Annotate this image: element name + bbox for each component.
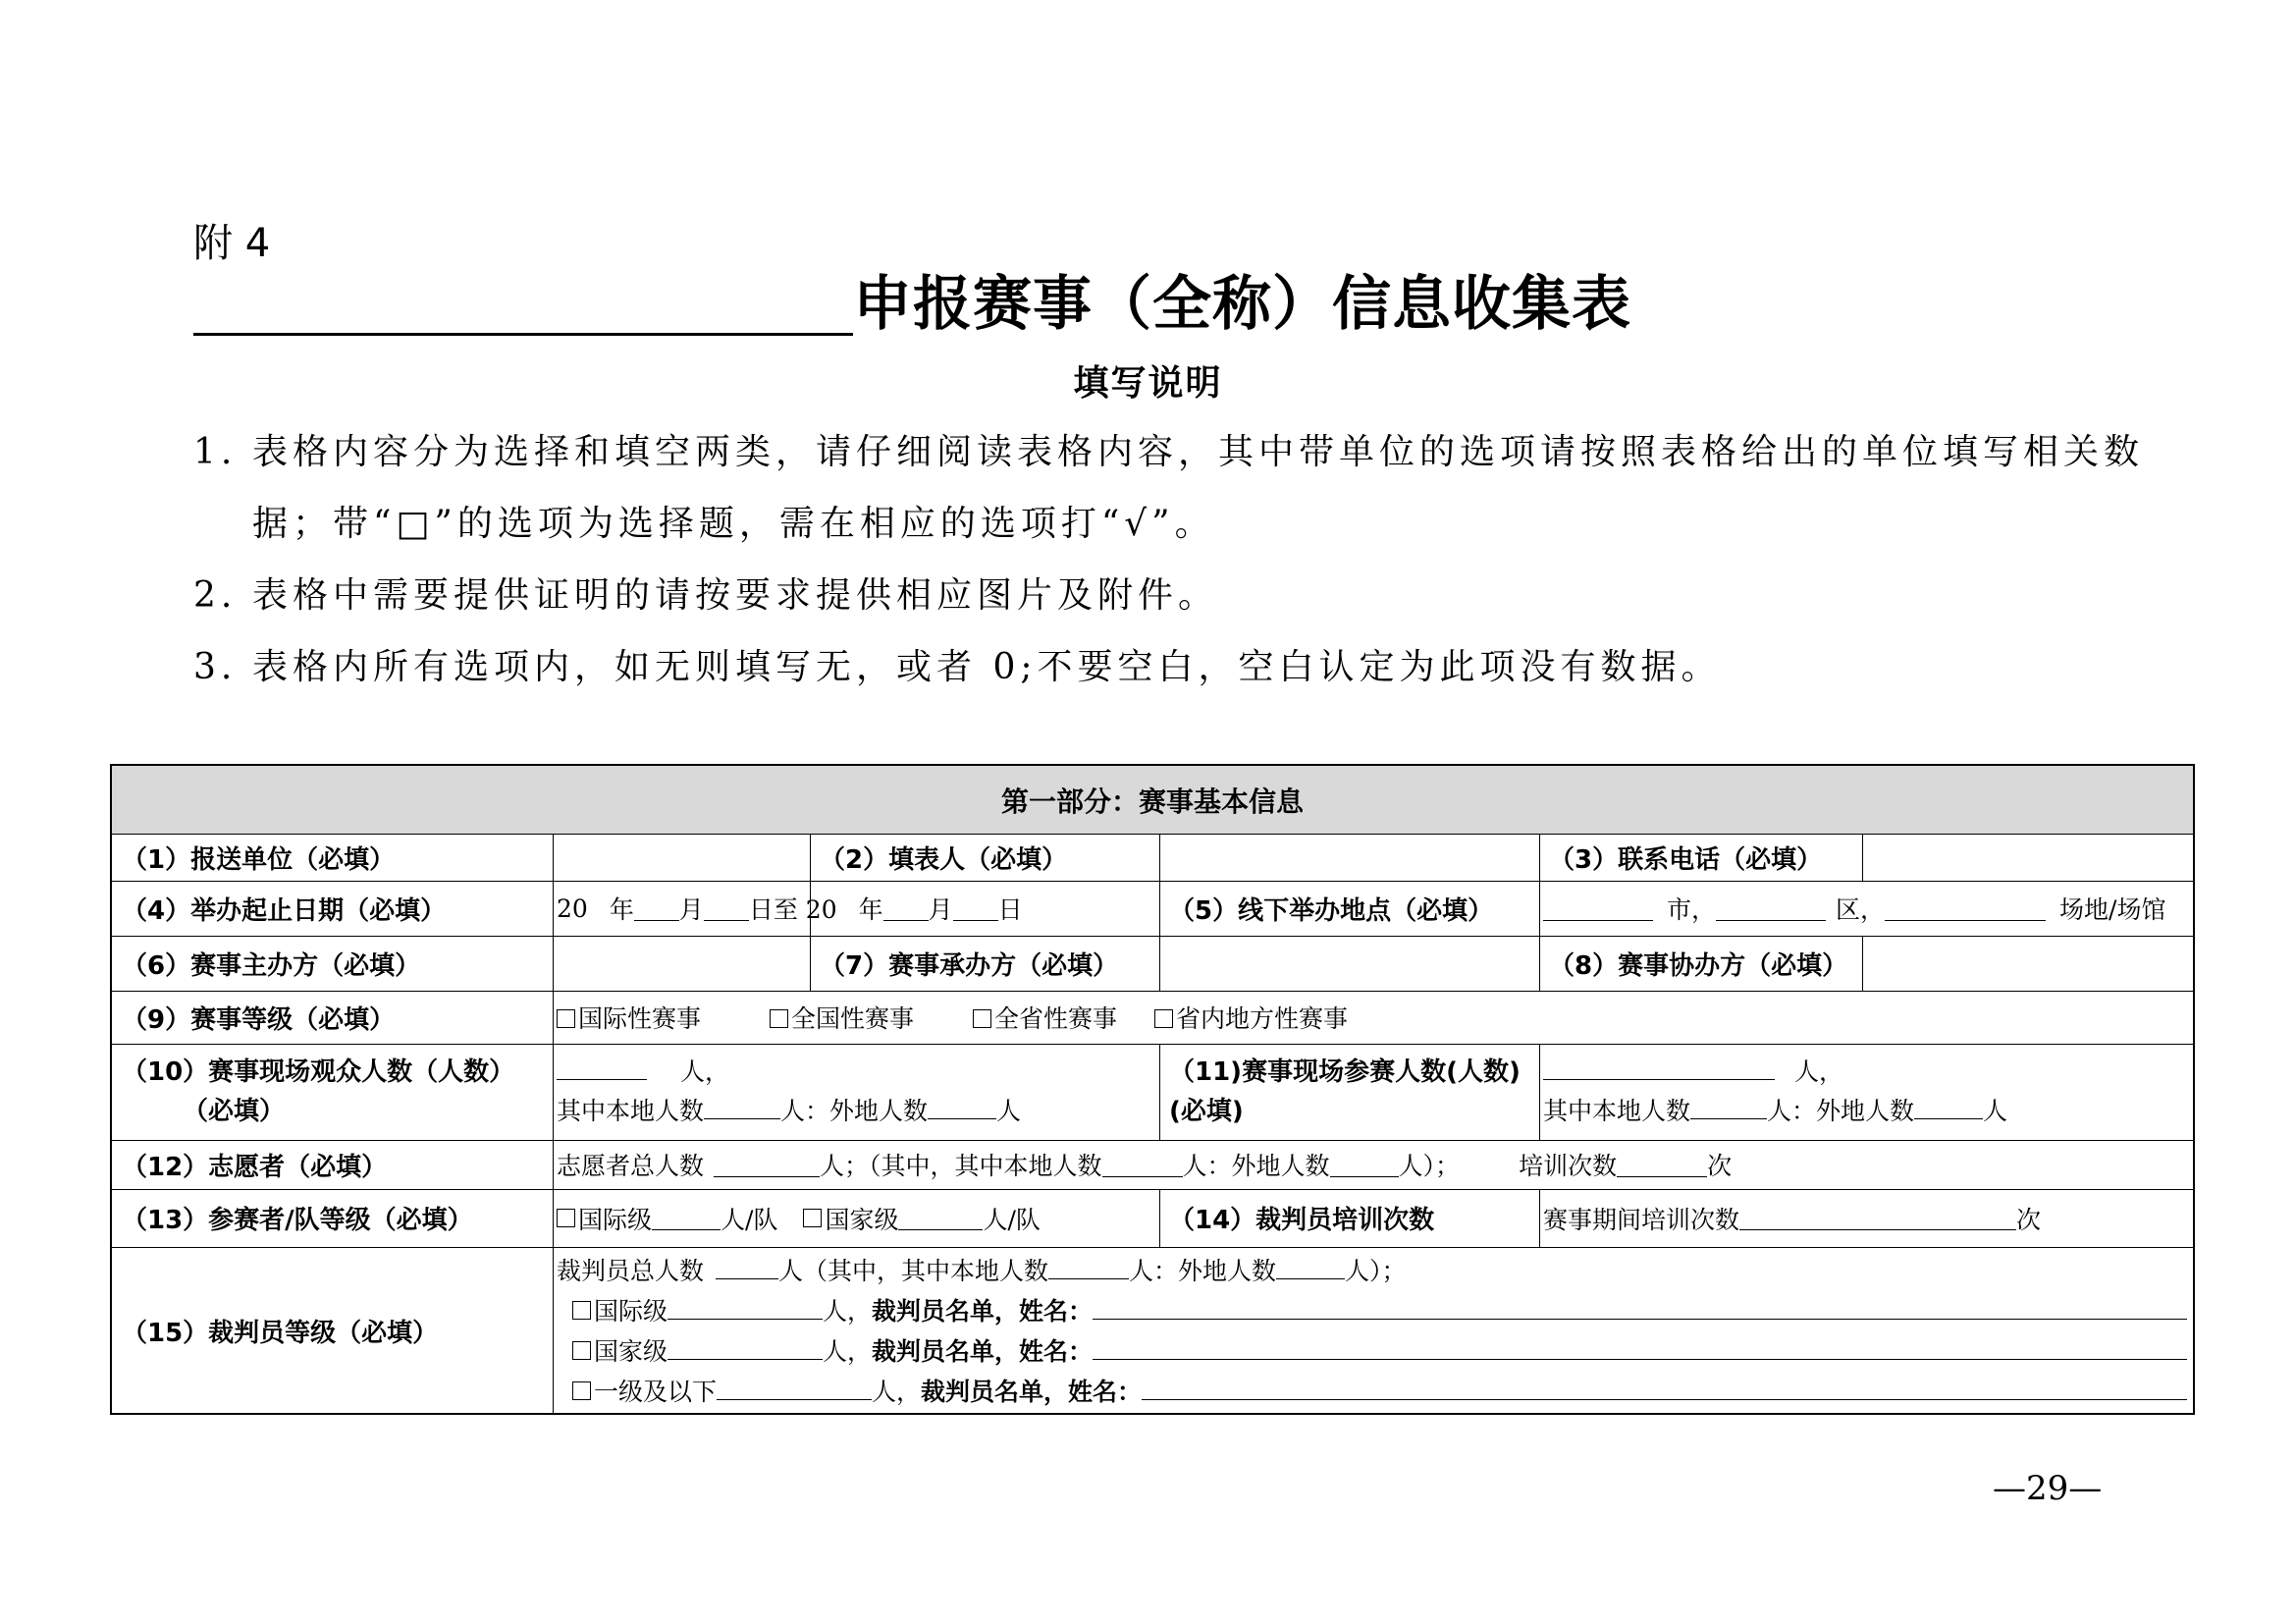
- field-filler[interactable]: [1159, 834, 1539, 881]
- field-reporting-unit[interactable]: [553, 834, 810, 881]
- field-participants[interactable]: 人， 其中本地人数 人：外地人数 人: [1543, 1057, 2008, 1125]
- label-volunteers: （12）志愿者（必填）: [122, 1152, 388, 1182]
- referee-level-international[interactable]: 国际级 人， 裁判员名单，姓名：: [557, 1291, 2187, 1331]
- label-phone: （3）联系电话（必填）: [1549, 844, 1823, 875]
- field-undertaker[interactable]: [1159, 936, 1539, 991]
- field-audience[interactable]: 人， 其中本地人数 人：外地人数 人: [557, 1057, 1022, 1125]
- page-number: —29—: [1993, 1469, 2103, 1508]
- checkbox-icon[interactable]: [557, 1209, 575, 1227]
- checkbox-icon[interactable]: [572, 1301, 591, 1320]
- instruction-1-line-2: 据；带“□”的选项为选择题，需在相应的选项打“√”。: [252, 504, 1215, 544]
- label-filler: （2）填表人（必填）: [820, 844, 1068, 875]
- field-venue[interactable]: 市， 区， 场地/场馆: [1539, 881, 2195, 936]
- instruction-3: 3. 表格内所有选项内，如无则填写无，或者 0;不要空白，空白认定为此项没有数据。: [193, 647, 1722, 687]
- instruction-2: 2. 表格中需要提供证明的请按要求提供相应图片及附件。: [193, 575, 1219, 616]
- label-venue: （5）线下举办地点（必填）: [1169, 895, 1494, 926]
- section-header: 第一部分：赛事基本信息: [112, 766, 2193, 834]
- field-referee-level: [553, 1247, 2195, 1415]
- event-name-blank[interactable]: [193, 270, 853, 336]
- option-local[interactable]: 省内地方性赛事: [1154, 1000, 1348, 1035]
- page-title: 申报赛事（全称）信息收集表: [853, 270, 1631, 339]
- field-volunteers[interactable]: 志愿者总人数 人；（其中，其中本地人数 人：外地人数 人）； 培训次数 次: [557, 1152, 1733, 1180]
- option-national[interactable]: 全国性赛事: [770, 1000, 914, 1035]
- label-undertaker: （7）赛事承办方（必填）: [820, 950, 1119, 981]
- checkbox-icon[interactable]: [973, 1009, 991, 1028]
- label-event-level: （9）赛事等级（必填）: [122, 1004, 396, 1035]
- field-participant-level: 国际级 人/队 国家级 人/队: [553, 1189, 1159, 1247]
- checkbox-icon[interactable]: [1154, 1009, 1173, 1028]
- label-referee-level: （15）裁判员等级（必填）: [122, 1319, 439, 1348]
- referee-level-first-and-below[interactable]: 一级及以下 人， 裁判员名单，姓名：: [557, 1372, 2187, 1412]
- label-dates: （4）举办起止日期（必填）: [122, 895, 447, 926]
- field-phone[interactable]: [1862, 834, 2195, 881]
- info-table: [110, 764, 2195, 1415]
- label-audience: （10）赛事现场观众人数（人数） （必填）: [122, 1057, 515, 1126]
- option-international[interactable]: 国际性赛事: [557, 1000, 701, 1035]
- checkbox-icon[interactable]: [803, 1209, 822, 1227]
- label-referee-training: （14）裁判员培训次数: [1169, 1206, 1435, 1235]
- field-organizer[interactable]: [553, 936, 810, 991]
- field-event-level: [553, 991, 2195, 1044]
- label-co-organizer: （8）赛事协办方（必填）: [1549, 950, 1848, 981]
- field-co-organizer[interactable]: [1862, 936, 2195, 991]
- label-participant-level: （13）参赛者/队等级（必填）: [122, 1206, 473, 1235]
- label-participants: （11)赛事现场参赛人数(人数) (必填): [1169, 1057, 1521, 1126]
- title-row: [193, 263, 1631, 339]
- checkbox-icon[interactable]: [572, 1381, 591, 1400]
- checkbox-icon[interactable]: [557, 1009, 575, 1028]
- instruction-1-line-1: 1. 表格内容分为选择和填空两类，请仔细阅读表格内容，其中带单位的选项请按照表格给出的单位填写相关数: [193, 432, 2145, 472]
- referee-level-national[interactable]: 国家级 人， 裁判员名单，姓名：: [557, 1331, 2187, 1372]
- label-organizer: （6）赛事主办方（必填）: [122, 950, 421, 981]
- referee-total[interactable]: 裁判员总人数 人（其中，其中本地人数 人：外地人数 人）；: [557, 1256, 1407, 1285]
- label-reporting-unit: （1）报送单位（必填）: [122, 844, 396, 875]
- field-referee-training[interactable]: 赛事期间培训次数 次: [1543, 1205, 2042, 1234]
- field-dates[interactable]: 20 年 月 日至 20 年 月 日: [557, 893, 1023, 924]
- checkbox-icon[interactable]: [770, 1009, 788, 1028]
- instructions-heading: 填写说明: [1073, 363, 1223, 404]
- annex-label: 附 4: [193, 221, 271, 266]
- checkbox-icon[interactable]: [572, 1341, 591, 1360]
- option-provincial[interactable]: 全省性赛事: [973, 1000, 1117, 1035]
